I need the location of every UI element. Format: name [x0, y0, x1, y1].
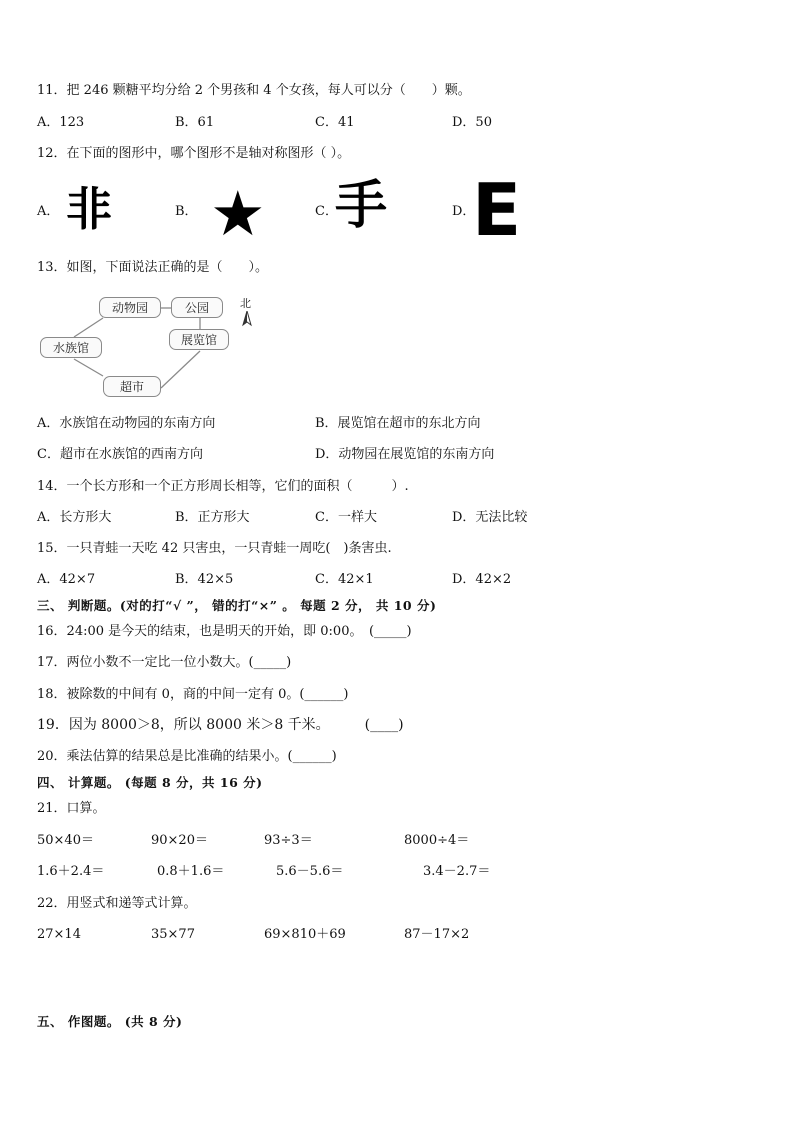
direction-map-diagram	[37, 292, 267, 402]
judgment-17: 17．两位小数不一定比一位小数大。(_____)	[37, 655, 292, 670]
q12-option-c-label[interactable]: C．	[315, 204, 338, 219]
q14-option-d[interactable]: D．无法比较	[452, 510, 528, 525]
fei-character-figure: 非	[66, 182, 112, 236]
q13-option-d[interactable]: D．动物园在展览馆的东南方向	[315, 447, 495, 462]
q15-option-c[interactable]: C．42×1	[315, 572, 374, 587]
q15-option-a[interactable]: A．42×7	[37, 572, 96, 587]
oral-calc-item: 1.6＋2.4＝	[37, 864, 105, 879]
shou-character-figure: 手	[335, 176, 388, 236]
supermarket-node: 超市	[103, 376, 161, 397]
letter-e-figure: E	[472, 168, 522, 252]
oral-calc-item: 0.8＋1.6＝	[157, 864, 225, 879]
oral-calc-item: 5.6－5.6＝	[276, 864, 344, 879]
question-14-stem: 14．一个长方形和一个正方形周长相等，它们的面积（ ）.	[37, 479, 409, 494]
star-icon: ★	[210, 177, 266, 250]
north-arrow-icon	[242, 311, 252, 327]
oral-calc-item: 90×20＝	[151, 833, 208, 848]
judgment-18: 18．被除数的中间有 0，商的中间一定有 0。(______)	[37, 687, 349, 702]
judgment-16: 16．24:00 是今天的结束，也是明天的开始，即 0:00。 (_____)	[37, 624, 412, 639]
zoo-node: 动物园	[99, 297, 161, 318]
aquarium-node: 水族馆	[40, 337, 102, 358]
park-node: 公园	[171, 297, 223, 318]
oral-calc-item: 50×40＝	[37, 833, 94, 848]
q13-option-c[interactable]: C．超市在水族馆的西南方向	[37, 447, 203, 462]
q14-option-c[interactable]: C．一样大	[315, 510, 377, 525]
written-calc-item: 87－17×2	[404, 927, 470, 942]
question-11-stem: 11．把 246 颗糖平均分给 2 个男孩和 4 个女孩，每人可以分（ ）颗。	[37, 83, 471, 98]
written-calc-item: 35×77	[151, 927, 195, 942]
oral-calc-item: 3.4－2.7＝	[423, 864, 491, 879]
q12-option-d-label[interactable]: D．	[452, 204, 476, 219]
oral-calc-item: 93÷3＝	[264, 833, 313, 848]
q11-option-a[interactable]: A．123	[37, 115, 85, 130]
question-22-stem: 22．用竖式和递等式计算。	[37, 896, 197, 911]
q13-option-b[interactable]: B．展览馆在超市的东北方向	[315, 416, 481, 431]
exhibition-hall-node: 展览馆	[169, 329, 229, 350]
north-label: 北	[240, 297, 251, 310]
q14-option-a[interactable]: A．长方形大	[37, 510, 112, 525]
q15-option-d[interactable]: D．42×2	[452, 572, 512, 587]
q15-option-b[interactable]: B．42×5	[175, 572, 234, 587]
section-5-heading: 五、 作图题。 (共 8 分)	[37, 1014, 183, 1029]
section-3-heading: 三、 判断题。(对的打“√ ”， 错的打“×” 。 每题 2 分， 共 10 分)	[37, 598, 437, 613]
judgment-20: 20．乘法估算的结果总是比准确的结果小。(______)	[37, 749, 337, 764]
q11-option-d[interactable]: D．50	[452, 115, 492, 130]
question-21-stem: 21．口算。	[37, 801, 106, 816]
section-4-heading: 四、 计算题。 (每题 8 分，共 16 分)	[37, 775, 263, 790]
written-calc-item: 27×14	[37, 927, 81, 942]
q11-option-b[interactable]: B．61	[175, 115, 215, 130]
judgment-19: 19．因为 8000＞8，所以 8000 米＞8 千米。 (____)	[37, 717, 404, 733]
q12-option-a-label[interactable]: A．	[37, 204, 60, 219]
q11-option-c[interactable]: C．41	[315, 115, 355, 130]
q12-option-b-label[interactable]: B．	[175, 204, 198, 219]
q14-option-b[interactable]: B．正方形大	[175, 510, 250, 525]
question-15-stem: 15．一只青蛙一天吃 42 只害虫，一只青蛙一周吃( )条害虫.	[37, 541, 392, 556]
question-12-stem: 12．在下面的图形中，哪个图形不是轴对称图形（ ）。	[37, 146, 351, 161]
oral-calc-item: 8000÷4＝	[404, 833, 470, 848]
q13-option-a[interactable]: A．水族馆在动物园的东南方向	[37, 416, 216, 431]
question-13-stem: 13．如图，下面说法正确的是（ ）。	[37, 260, 269, 275]
written-calc-item: 69×810＋69	[264, 927, 346, 942]
